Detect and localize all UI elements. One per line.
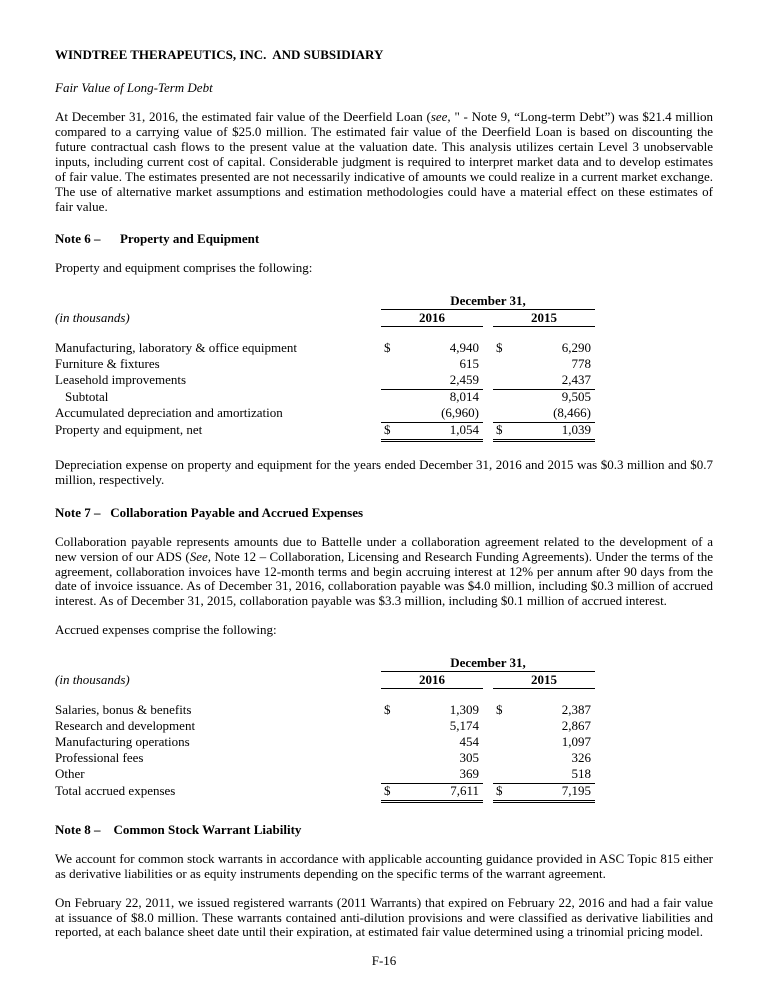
row-label: Leasehold improvements [55, 372, 187, 388]
amount-value: 7,611 [450, 782, 479, 798]
note7-heading: Note 7 – Collaboration Payable and Accrued Expenses [55, 504, 364, 520]
amount-2015 [493, 341, 595, 357]
amount-value: 1,039 [561, 421, 591, 437]
amount-value: 1,097 [561, 734, 591, 749]
span-header: December 31, [381, 656, 595, 672]
amount-2016 [381, 423, 483, 442]
table-year-header-row [55, 311, 595, 327]
amount-value: 454 [459, 734, 479, 749]
amount-value: 2,867 [561, 718, 591, 734]
row-label: Total accrued expenses [55, 782, 176, 798]
amount-value: 2,437 [561, 372, 591, 388]
amount-value: (8,466) [553, 404, 591, 420]
amount-value: 7,195 [561, 782, 591, 798]
amount-2015 [493, 373, 595, 390]
table-row [55, 390, 595, 406]
unit-label: (in thousands) [55, 310, 130, 326]
fair-value-paragraph: At December 31, 2016, the estimated fair value of the Deerfield Loan (see, " - Note 9, “Long-term Debt”) was $21.4 million compared to a carrying value of $25.0 million. The estimated fair value of the Deerfield Loan is based on discounting the future contractual cash flows to the present value at the valuation date. This analysis utilizes certain Level 3 unobservable inputs, including current cost of capital. Considerable judgment is required to interpret market data and to develop estimates of fair value. The estimates presented are not necessarily indicative of amounts we could realize in a current market exchange. The use of alternative market assumptions and estimation methodologies could have a material effect on these estimates of fair value. [55, 108, 713, 214]
amount-2016 [381, 784, 483, 803]
amount-value: 615 [459, 356, 479, 372]
amount-2015 [493, 357, 595, 373]
row-label: Furniture & fixtures [55, 356, 160, 372]
row-label: Professional fees [55, 749, 144, 765]
amount-2015 [493, 784, 595, 803]
amount-value: 5,174 [449, 718, 479, 734]
amount-value: (6,960) [441, 404, 479, 420]
amount-2016 [381, 703, 483, 719]
amount-value: 2,459 [449, 372, 479, 388]
row-label: Other [55, 765, 85, 781]
dollar-sign: $ [496, 421, 503, 437]
table-row [55, 406, 595, 423]
dollar-sign: $ [496, 782, 503, 798]
amount-2015 [493, 767, 595, 784]
amount-2016 [381, 390, 483, 406]
table-row [55, 719, 595, 735]
amount-value: 6,290 [561, 340, 591, 356]
dollar-sign: $ [496, 702, 503, 718]
amount-2016 [381, 406, 483, 423]
amount-2016 [381, 373, 483, 390]
amount-2015 [493, 719, 595, 735]
note8-paragraph-2: On February 22, 2011, we issued registered warrants (2011 Warrants) that expired on February 22, 2016 and had a fair value at issuance of $8.0 million. These warrants contained anti-dilution provisions and were classified as derivative liabilities and reported, at each balance sheet date until their expiration, at estimated fair value determined using a trinomial pricing model. [55, 894, 713, 940]
table-span-header-row [55, 294, 595, 310]
amount-2015 [493, 703, 595, 719]
spacer [55, 656, 381, 672]
amount-2016 [381, 751, 483, 767]
row-label: Manufacturing, laboratory & office equipment [55, 340, 297, 356]
amount-2015 [493, 390, 595, 406]
spacer [55, 294, 381, 310]
dollar-sign: $ [384, 782, 391, 798]
table-row [55, 784, 595, 803]
column-header-2016: 2016 [381, 673, 483, 689]
page-number: F-16 [371, 953, 397, 969]
property-equipment-table [55, 294, 595, 442]
table-row [55, 373, 595, 390]
amount-2016 [381, 767, 483, 784]
amount-2016 [381, 357, 483, 373]
amount-value: 326 [571, 749, 591, 765]
note6-lead-in: Property and equipment comprises the following: [55, 260, 313, 276]
amount-value: 1,054 [449, 421, 479, 437]
amount-2016 [381, 719, 483, 735]
amount-value: 518 [571, 765, 591, 781]
dollar-sign: $ [384, 421, 391, 437]
amount-2015 [493, 735, 595, 751]
amount-value: 305 [459, 749, 479, 765]
amount-value: 778 [571, 356, 591, 372]
table-row [55, 703, 595, 719]
company-title: WINDTREE THERAPEUTICS, INC. AND SUBSIDIARY [55, 47, 384, 62]
amount-value: 4,940 [449, 340, 479, 356]
row-label: Salaries, bonus & benefits [55, 702, 192, 718]
note7-paragraph: Collaboration payable represents amounts due to Battelle under a collaboration agreement related to the development of a new version of our ADS (See, Note 12 – Collaboration, Licensing and Research Funding Agreements). Under the terms of the agreement, collaboration invoices have 12-month terms and begin accruing interest at 12% per annum after 90 days from the date of invoice issuance. As of December 31, 2016, collaboration payable was $4.0 million, including $0.3 million of accrued interest. As of December 31, 2015, collaboration payable was $3.3 million, including $0.1 million of accrued interest. [55, 533, 713, 609]
table-span-header-row [55, 656, 595, 672]
column-header-2016: 2016 [381, 311, 483, 327]
column-header-2015: 2015 [493, 311, 595, 327]
amount-value: 369 [459, 765, 479, 781]
amount-value: 8,014 [449, 389, 479, 404]
amount-value: 2,387 [561, 702, 591, 718]
unit-label: (in thousands) [55, 672, 130, 688]
amount-2016 [381, 735, 483, 751]
accrued-expenses-table [55, 656, 595, 803]
amount-2015 [493, 423, 595, 442]
row-label: Accumulated depreciation and amortization [55, 404, 283, 420]
note7-lead-in: Accrued expenses comprise the following: [55, 622, 277, 638]
dollar-sign: $ [496, 340, 503, 356]
row-label: Property and equipment, net [55, 421, 203, 437]
table-row [55, 767, 595, 784]
amount-2016 [381, 341, 483, 357]
depreciation-paragraph: Depreciation expense on property and equipment for the years ended December 31, 2016 and 2015 was $0.3 million and $0.7 million, respectively. [55, 456, 713, 487]
span-header: December 31, [381, 294, 595, 310]
row-label: Subtotal [65, 389, 109, 404]
table-row [55, 423, 595, 442]
table-body [55, 703, 595, 803]
note8-paragraph-1: We account for common stock warrants in accordance with applicable accounting guidance provided in ASC Topic 815 either as derivative liabilities or as equity instruments depending on the specific terms of the warrant agreement. [55, 850, 713, 881]
amount-value: 1,309 [449, 702, 479, 718]
amount-2015 [493, 406, 595, 423]
amount-value: 9,505 [561, 389, 591, 404]
table-year-header-row [55, 673, 595, 689]
row-label: Research and development [55, 718, 196, 734]
table-row [55, 735, 595, 751]
table-row [55, 357, 595, 373]
column-header-2015: 2015 [493, 673, 595, 689]
row-label: Manufacturing operations [55, 734, 190, 749]
dollar-sign: $ [384, 340, 391, 356]
dollar-sign: $ [384, 702, 391, 718]
note8-heading: Note 8 – Common Stock Warrant Liability [55, 821, 302, 837]
amount-2015 [493, 751, 595, 767]
table-body [55, 341, 595, 442]
fair-value-heading: Fair Value of Long-Term Debt [55, 79, 213, 95]
table-row [55, 751, 595, 767]
note6-heading: Note 6 – Property and Equipment [55, 231, 260, 247]
table-row [55, 341, 595, 357]
